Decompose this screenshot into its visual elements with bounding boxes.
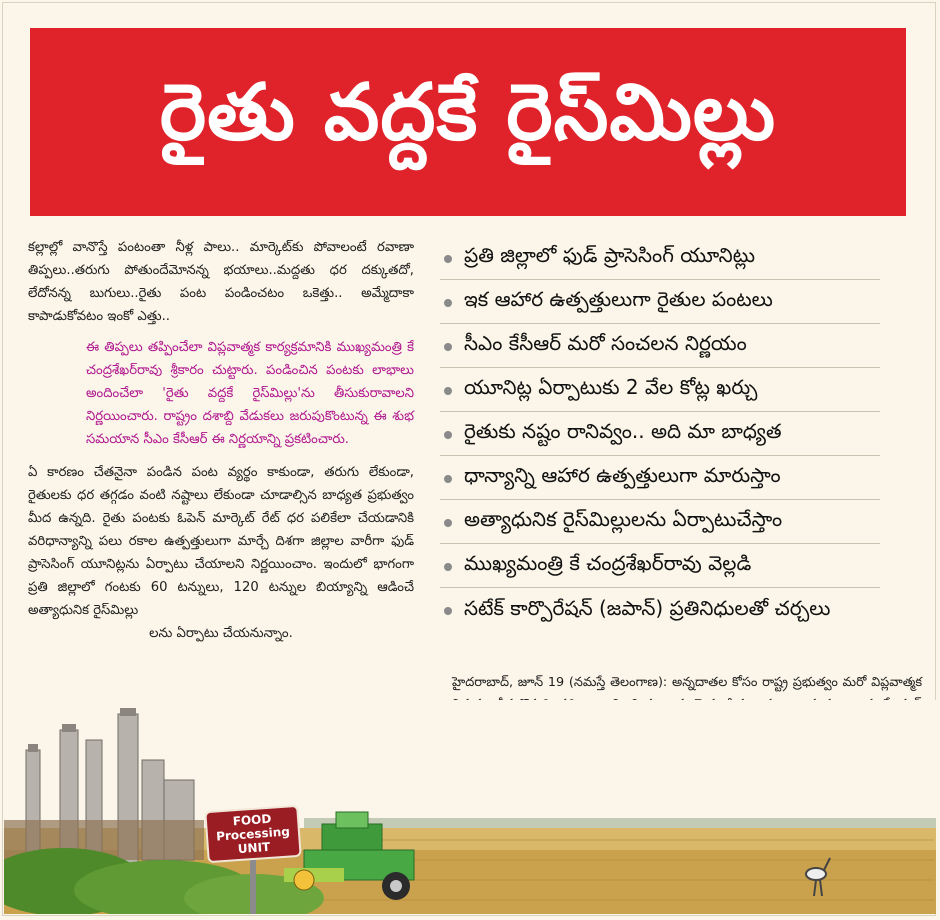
bullet-list bbox=[440, 236, 880, 632]
food-processing-sign: FOOD Processing UNIT bbox=[204, 805, 301, 863]
bullet-item: యూనిట్ల ఏర్పాటుకు 2 వేల కోట్ల ఖర్చు bbox=[440, 368, 880, 412]
headline-text: రైతు వద్దకే రైస్‌మిల్లు bbox=[159, 67, 777, 158]
sign-post bbox=[250, 858, 256, 914]
bullet-item: అత్యాధునిక రైస్‌మిల్లులను ఏర్పాటుచేస్తాం bbox=[440, 500, 880, 544]
bullet-item: సటేక్ కార్పొరేషన్ (జపాన్) ప్రతినిధులతో చర్చలు bbox=[440, 588, 880, 632]
intro-paragraph: కల్లాల్లో వానొస్తే పంటంతా నీళ్ల పాలు.. మార్కెట్‌కు పోవాలంటే రవాణా తిప్పలు..తరుగు పోతుందేమోనన్న భయాలు..మద్దతు ధర దక్కుతదో, లేదోనన్న బుగులు..రైతు పంట పండించటం ఒకెత్తు.. అమ్మేదాకా కాపాడుకోవటం ఇంకో ఎత్తు.. bbox=[28, 240, 414, 324]
report-text: హైదరాబాద్, జూన్ 19 (నమస్తే తెలంగాణ): అన్నదాతల కోసం రాష్ట్ర ప్రభుత్వం మరో విప్లవాత్మక bbox=[452, 675, 922, 690]
bullet-icon bbox=[444, 431, 452, 439]
bullet-icon bbox=[444, 387, 452, 395]
bullet-item: ఇక ఆహార ఉత్పత్తులుగా రైతుల పంటలు bbox=[440, 280, 880, 324]
bullet-item: ప్రతి జిల్లాలో ఫుడ్ ప్రాసెసింగ్ యూనిట్లు bbox=[440, 236, 880, 280]
farm-scene-illustration bbox=[4, 700, 936, 914]
bullet-icon bbox=[444, 563, 452, 571]
bullet-icon bbox=[444, 475, 452, 483]
bullet-item: సీఎం కేసీఆర్ మరో సంచలన నిర్ణయం bbox=[440, 324, 880, 368]
quote-paragraph: ఈ తిప్పలు తప్పించేలా విప్లవాత్మక కార్యక్రమానికి ముఖ్యమంత్రి కే చంద్రశేఖర్‌రావు శ్రీకారం చుట్టారు. పండించిన పంటకు లాభాలు అందించేలా 'రైతు వద్దకే రైస్‌మిల్లు'ను తీసుకురావాలని నిర్ణయించారు. రాష్ట్రం దశాబ్ది వేడుకలు జరుపుకొంటున్న ఈ శుభ సమయాన సీఎం కేసీఆర్ ఈ నిర్ణయాన్ని ప్రకటించారు. bbox=[86, 340, 414, 447]
bullet-item: రైతుకు నష్టం రానివ్వం.. అది మా బాధ్యత bbox=[440, 412, 880, 456]
body-last-line: లను ఏర్పాటు చేయనున్నాం. bbox=[149, 626, 293, 641]
body-paragraph: ఏ కారణం చేతనైనా పండిన పంట వ్యర్థం కాకుండా, తరుగు లేకుండా, రైతులకు ధర తగ్గడం వంటి నష్టాలు లేకుండా చూడాల్సిన బాధ్యత ప్రభుత్వం మీద ఉన్నది. రైతు పంటకు ఓపెన్ మార్కెట్ రేట్ ధర పలికేలా చేయడానికి వరిధాన్యాన్ని పలు రకాల ఉత్పత్తులుగా మార్చే దిశగా జిల్లాల వారీగా ఫుడ్ ప్రాసెసింగ్ యూనిట్లను ఏర్పాటు చేయాలని నిర్ణయించాం. ఇందులో భాగంగా ప్రతి జిల్లాలో గంటకు 60 టన్నులు, 120 టన్నుల బియ్యాన్ని ఆడించే అత్యాధునిక రైస్‌మిల్లు bbox=[28, 465, 414, 618]
bullet-item: ధాన్యాన్ని ఆహార ఉత్పత్తులుగా మారుస్తాం bbox=[440, 456, 880, 500]
bullet-icon bbox=[444, 343, 452, 351]
headline-banner bbox=[30, 28, 906, 216]
bullet-icon bbox=[444, 299, 452, 307]
bullet-item: ముఖ్యమంత్రి కే చంద్రశేఖర్‌రావు వెల్లడి bbox=[440, 544, 880, 588]
left-column bbox=[28, 236, 414, 645]
bullet-icon bbox=[444, 607, 452, 615]
bullet-icon bbox=[444, 255, 452, 263]
bullet-icon bbox=[444, 519, 452, 527]
